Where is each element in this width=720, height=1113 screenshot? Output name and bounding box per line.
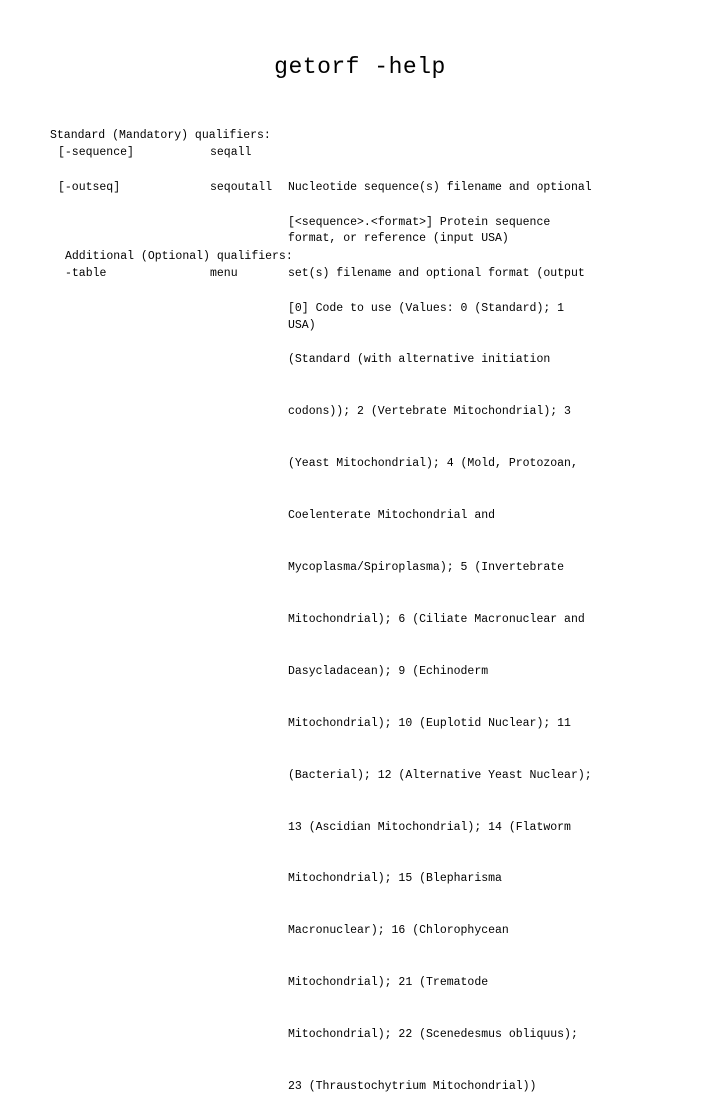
additional-qualifiers-header: Additional (Optional) qualifiers: [65, 250, 293, 263]
qualifier-sequence: [-sequence] [58, 146, 134, 159]
description-line: 13 (Ascidian Mitochondrial); 14 (Flatworm [288, 820, 571, 834]
type-outseq: seqoutall [210, 181, 273, 194]
description-line: set(s) filename and optional format (output [288, 267, 585, 281]
description-line: Dasycladacean); 9 (Echinoderm [288, 664, 489, 678]
description-line: Mycoplasma/Spiroplasma); 5 (Invertebrate [288, 561, 565, 575]
description-line: Mitochondrial); 15 (Blepharisma [288, 872, 502, 886]
standard-qualifiers-header: Standard (Mandatory) qualifiers: [50, 129, 271, 142]
description-line: (Bacterial); 12 (Alternative Yeast Nuclear); [288, 768, 592, 782]
description-line: Mitochondrial); 21 (Trematode [288, 976, 489, 990]
description-line: 23 (Thraustochytrium Mitochondrial)) [288, 1079, 537, 1093]
description-line: Nucleotide sequence(s) filename and optional [288, 180, 592, 194]
description-line: Mitochondrial); 10 (Euplotid Nuclear); 11 [288, 716, 571, 730]
description-line: format, or reference (input USA) [288, 232, 509, 246]
page-title: getorf -help [274, 54, 446, 80]
qualifier-outseq: [-outseq] [58, 181, 121, 194]
description-line: Macronuclear); 16 (Chlorophycean [288, 924, 509, 938]
description-line: Coelenterate Mitochondrial and [288, 509, 496, 523]
description-table [288, 265, 592, 1113]
description-line: Mitochondrial); 6 (Ciliate Macronuclear and [288, 612, 585, 626]
type-sequence: seqall [210, 146, 252, 159]
description-line: Mitochondrial); 22 (Scenedesmus obliquus); [288, 1028, 578, 1042]
qualifier-table: -table [65, 267, 107, 280]
description-line: USA) [288, 319, 316, 333]
type-table: menu [210, 267, 238, 280]
description-line: [0] Code to use (Values: 0 (Standard); 1 [288, 301, 565, 315]
description-line: codons)); 2 (Vertebrate Mitochondrial); 3 [288, 405, 571, 419]
description-line: [<sequence>.<format>] Protein sequence [288, 215, 551, 229]
description-line: (Yeast Mitochondrial); 4 (Mold, Protozoan, [288, 457, 578, 471]
description-line: (Standard (with alternative initiation [288, 353, 551, 367]
